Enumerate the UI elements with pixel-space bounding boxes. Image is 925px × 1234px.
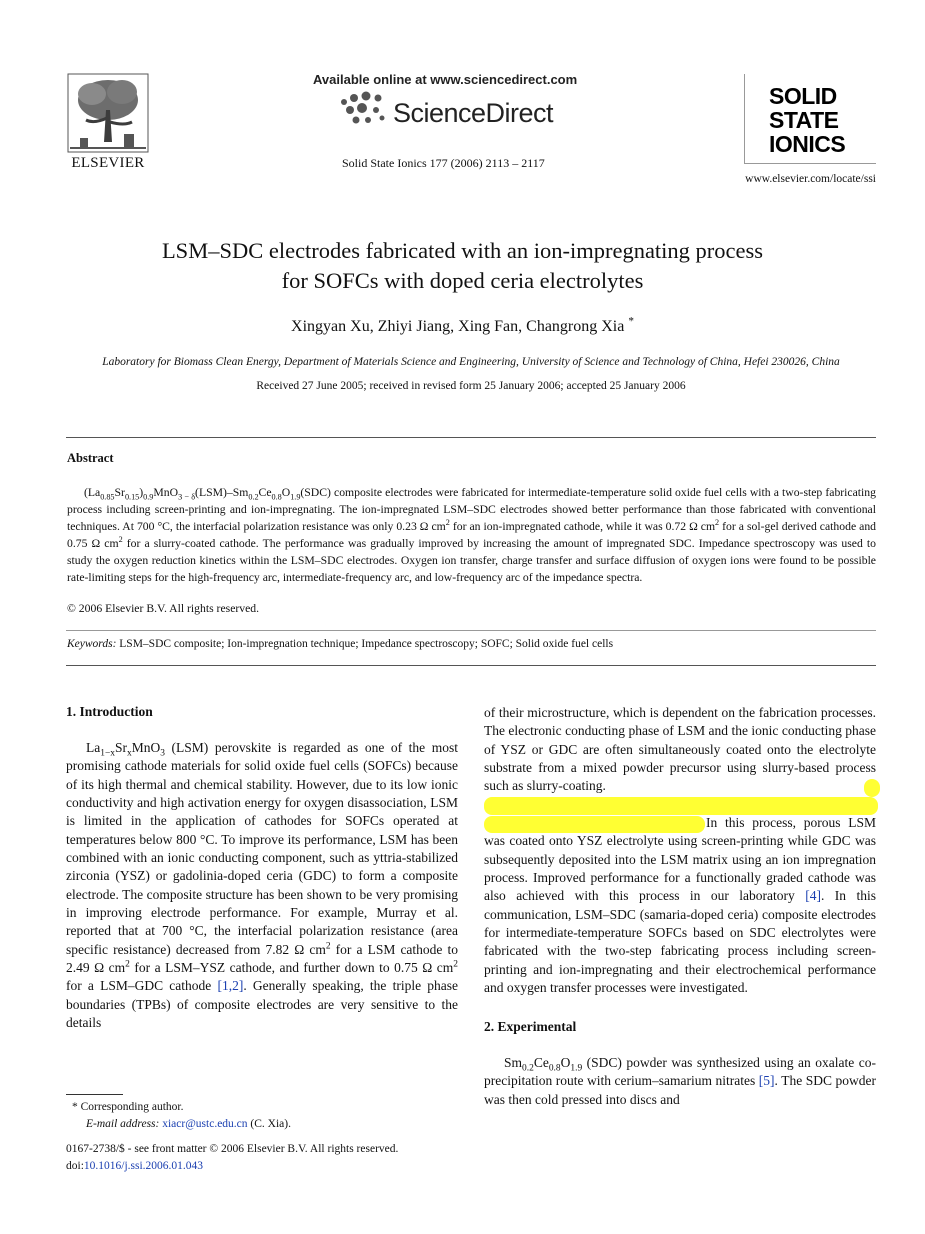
intro-paragraph-continued: In this process, porous LSM was coated onto YSZ electrolyte using screen-printing while GDC was subsequently deposited into the LSM matrix using an ion impregnation process. Improved performance for a functionally graded cathode was also achieved with this process in our laboratory [4]. In this communication, LSM–SDC (samaria-doped ceria) composite electrodes for intermediate-temperature SOFCs based on SDC electrolytes were fabricated with the two-step fabricating process including screen-printing and ion-impregnating and their electrochemical performance and oxygen transfer processes were investigated. (484, 815, 876, 996)
section-heading-experimental: 2. Experimental (484, 1018, 577, 1034)
journal-logo-line: IONICS (769, 131, 846, 157)
title-line: for SOFCs with doped ceria electrolytes (281, 268, 644, 293)
journal-logo-line: STATE (769, 107, 839, 133)
abstract-copyright: © 2006 Elsevier B.V. All rights reserved. (67, 602, 260, 615)
abstract-body (67, 484, 876, 587)
footnote-divider (66, 1094, 123, 1095)
corresponding-author-mark[interactable]: * (628, 315, 634, 328)
experimental-paragraph: $Sm_{0.2}Ce_{0.8}O_{1.9}$ (SDC) powder was synthesized using an oxalate co-precipitation route with cerium–samarium nitrates [5]. The SDC powder was then cold pressed into discs and (484, 1054, 876, 1107)
journal-logo-line: SOLID (769, 83, 837, 109)
title-line: LSM–SDC electrodes fabricated with an ion-impregnating process (161, 238, 764, 263)
divider (66, 437, 876, 438)
keywords-text: LSM–SDC composite; Ion-impregnation technique; Impedance spectroscopy; SOFC; Solid oxide fuel cells (116, 638, 614, 650)
divider (66, 665, 876, 666)
reference-link[interactable]: [1,2] (217, 978, 244, 994)
affiliation: Laboratory for Biomass Clean Energy, Department of Materials Science and Engineering, University of Science and Technology of China, Hefei 230026, China (102, 356, 840, 368)
available-online-text: Available online at www.sciencedirect.com (313, 72, 578, 87)
front-matter (66, 1141, 398, 1174)
abstract-paragraph: $(La_{0.85}Sr_{0.15})_{0.9}MnO_{3 - \delta}(LSM)-Sm_{0.2}Ce_{0.8}O_{1.9}(SDC)$ composite electrodes were fabricated for intermediate-temperature solid oxide fuel cells with a two-step fabricating process including screen-printing and ion-impregnating. The ion-impregnated LSM–SDC electrodes showed better performance than those fabricated with conventional techniques. At 700 °C, the interfacial polarization resistance was only 0.23 Ω $cm^2$ for an ion-impregnated cathode, while it was 0.72 Ω $cm^2$ for a sol-gel derived cathode and 0.75 Ω $cm^2$ for a slurry-coated cathode. The performance was gradually improved by increasing the amount of impregnated SDC. Impedance spectroscopy was used to study the oxygen reduction kinetics within the LSM–SDC electrodes. Oxygen ion transfer, charge transfer and surface diffusion of oxygen ions were found to be possible rate-limiting steps for the high-frequency arc, intermediate-frequency arc, and low-frequency arc of the impedance spectra. (67, 486, 877, 585)
section-heading-introduction: 1. Introduction (66, 704, 153, 719)
journal-logo (744, 74, 876, 164)
email-note: E-mail address: xiacr@ustc.edu.cn (C. Xia). (86, 1117, 291, 1130)
keywords-label: Keywords: (67, 638, 117, 650)
footnote (72, 1099, 291, 1132)
doi-link[interactable]: 10.1016/j.ssi.2006.01.043 (83, 1159, 204, 1172)
elsevier-tree-icon (66, 72, 150, 154)
right-column (484, 704, 876, 1109)
intro-paragraph: $La_{1-x}Sr_xMnO_3$ (LSM) perovskite is regarded as one of the most promising cathode materials for solid oxide fuel cells (SOFCs) because of its high thermal and chemical stability. However, due to its low ionic conductivity and high activation energy for oxygen disassociation, LSM is limited in the application of cathodes for SOFCs operated at temperatures below 800 °C. To improve its performance, LSM has been combined with an ionic conducting component, such as yttria-stabilized zirconia (YSZ) or gadolinia-doped ceria (GDC) to form a composite electrode. The composite structure has been shown to be very promising in improving electrode performance. For example, Murray et al. reported that at 700 °C, the interfacial polarization resistance (area specific resistance) decreased from 7.82 Ω $cm^2$ for a LSM cathode to 2.49 Ω $cm^2$ for a LSM–YSZ cathode, and further down to 0.75 Ω $cm^2$ for a LSM–GDC cathode [1,2]. Generally speaking, the triple phase boundaries (TPBs) of composite electrodes are very sensitive to the details (66, 740, 459, 1031)
reference-link[interactable]: [5] (758, 1073, 775, 1089)
issn-line: 0167-2738/$ - see front matter © 2006 Elsevier B.V. All rights reserved. (66, 1143, 399, 1155)
reference-link[interactable]: [4] (805, 888, 821, 904)
elsevier-wordmark: ELSEVIER (71, 155, 145, 171)
journal-url-link[interactable]: www.elsevier.com/locate/ssi (745, 173, 876, 185)
divider (66, 630, 876, 631)
paper-title (60, 236, 865, 296)
journal-citation: Solid State Ionics 177 (2006) 2113 – 2117 (342, 156, 545, 170)
email-link[interactable]: xiacr@ustc.edu.cn (162, 1117, 248, 1130)
received-dates: Received 27 June 2005; received in revised form 25 January 2006; accepted 25 January 2006 (256, 380, 686, 392)
abstract-heading: Abstract (67, 451, 114, 465)
doi-line: doi:10.1016/j.ssi.2006.01.043 (66, 1159, 204, 1172)
keywords (67, 638, 613, 650)
corresponding-author-note: * Corresponding author. (72, 1101, 184, 1113)
sciencedirect-wordmark: ScienceDirect (393, 98, 554, 128)
authors-text: Xingyan Xu, Zhiyi Jiang, Xing Fan, Changrong Xia (291, 318, 625, 335)
elsevier-logo (66, 72, 150, 172)
author-list (60, 315, 865, 336)
intro-paragraph-continued: of their microstructure, which is dependent on the fabrication processes. The electronic conducting phase of LSM and the ionic conducting phase of YSZ or GDC are often simultaneously coated onto the electrolyte substrate from a mixed powder precursor using slurry-based process such as slurry-coating. (484, 705, 876, 794)
left-column (66, 723, 458, 1033)
